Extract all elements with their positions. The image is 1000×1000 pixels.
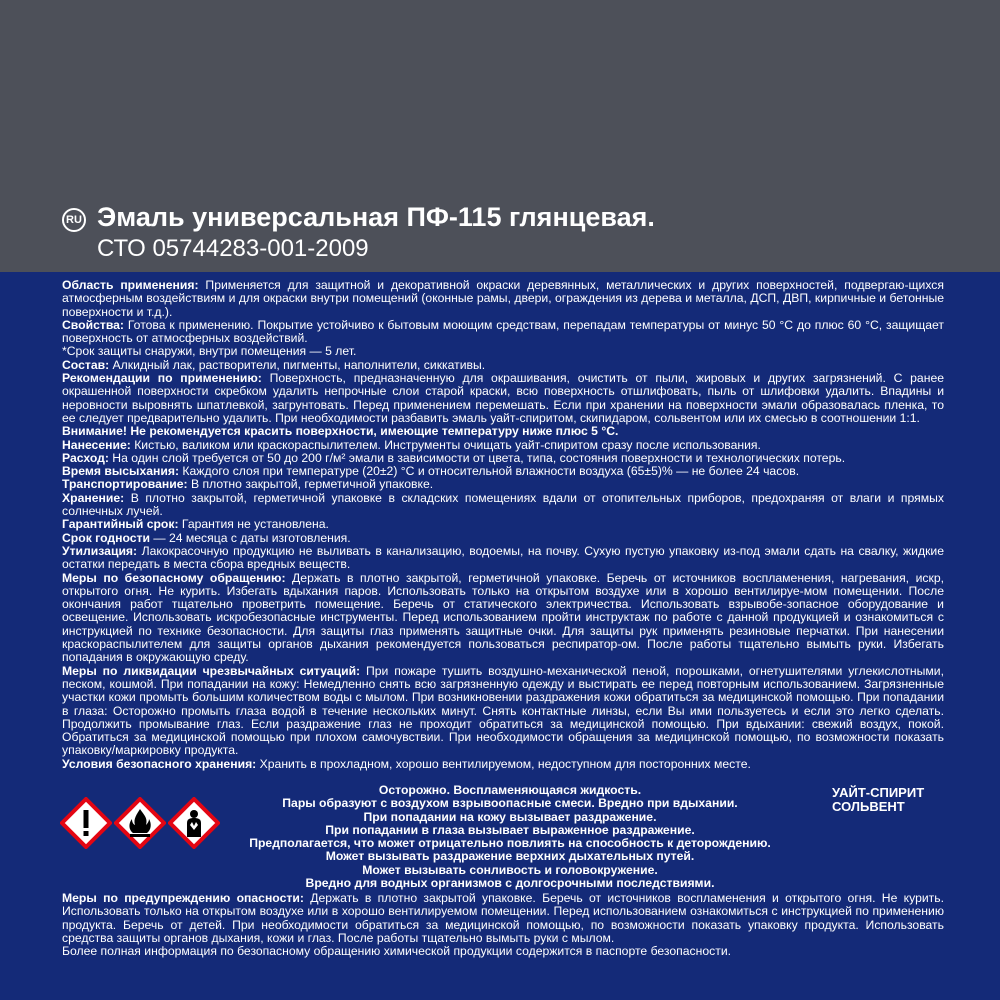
section-label: Утилизация: — [62, 543, 138, 558]
section-text: Лакокрасочную продукцию не выливать в канализацию, водоемы, на почву. Сухую пустую упаковку из-под эмали сдать на свалку, жидкие остатки передать в места сбора вредных веществ. — [62, 543, 944, 572]
section-label: Меры по ликвидации чрезвычайных ситуаций: — [62, 663, 361, 678]
section-label: Расход: — [62, 450, 109, 465]
section-drying-time — [62, 465, 944, 478]
section-text: Поверхность, предназначенную для окрашивания, очистить от пыли, жировых и других загрязнений. С ранее окрашенной поверхности скребком удалить непрочные слои старой краски, всю поверхность отшлифовать, пыль от шлифовки удалить. Впадины и неровности выровнять шпатлевкой, загрунтовать. Перед применением перемешать. Если при хранении на поверхности эмали образовалась пленка, то ее следует предварительно удалить. При необходимости разбавить эмаль уайт-спиритом, скипидаром, сольвентом или их смесью в соотношении 1:1. — [62, 371, 944, 425]
section-text: *Срок защиты снаружи, внутри помещения — 5 лет. — [62, 344, 357, 359]
section-emergency — [62, 665, 944, 758]
hazard-statement: Пары образуют с воздухом взрывоопасные смеси. Вредно при вдыхании. — [282, 796, 738, 811]
exclamation-icon — [60, 797, 112, 849]
component-name: УАЙТ-СПИРИТ — [832, 785, 925, 800]
hazard-statement: При попадании в глаза вызывает выраженное раздражение. — [325, 822, 695, 837]
section-text: В плотно закрытой, герметичной упаковке. — [187, 477, 434, 492]
prevention-paragraph — [62, 892, 944, 945]
hazard-statement: При попадании на кожу вызывает раздражение. — [363, 809, 657, 824]
section-text: Алкидный лак, растворители, пигменты, наполнители, сиккативы. — [109, 357, 486, 372]
section-text: При пожаре тушить воздушно-механической пеной, порошками, огнетушителями углекислотными, песком, кошмой. При попадании на кожу: Немедленно снять всю загрязненную одежду и выстирать ее перед повторным использованием. Загрязненные участки кожи промыть большим количеством воды с мылом. При возникновении раздражения кожи обратиться за медицинской помощью. При попадании в глаза: Осторожно промыть глаза водой в течение нескольких минут. Снять контактные линзы, если Вы ими пользуетесь и если это легко сделать. Продолжить промывание глаз. Если раздражение глаз не проходит обратиться за медицинской помощью. При вдыхании: свежий воздух, покой. Обратиться за медицинской помощью при плохом самочувствии. При необходимости обращения за медицинской помощью, по возможности показать упаковку/маркировку продукта. — [62, 663, 944, 758]
prevention-measures — [62, 892, 944, 958]
ghs-pictograms — [60, 797, 240, 849]
hazardous-components — [832, 786, 924, 814]
hazard-statement: Предполагается, что может отрицательно повлиять на способность к деторождению. — [249, 836, 771, 851]
section-text: Держать в плотно закрытой, герметичной упаковке. Беречь от источников воспламенения, нагревания, искр, открытого огня. Не курить. Избегать вдыхания паров. Использовать только на открытом воздухе или в хорошо вентилируе-мом помещении. После окончания работ тщательно проветрить помещение. Беречь от статического электричества. Использовать взрывобе-зопасное оборудование и освещение. Использовать искробезопасные инструменты. Перед использованием пройти инструктаж по работе с данной продукцией и ознакомиться с инструкцией по технике безопасности. Для защиты глаз применять защитные очки. Для защиты рук применять резиновые перчатки. При нанесении краскораспылителем для защиты органов дыхания рекомендуется пользоваться респиратор-ом. После работы тщательно вымыть руки. Избегать попадания в окружающую среду. — [62, 570, 944, 665]
section-text: Хранить в прохладном, хорошо вентилируемом, недоступном для посторонних месте. — [256, 756, 751, 771]
product-title: Эмаль универсальная ПФ-115 глянцевая. — [97, 202, 655, 232]
section-application-method — [62, 439, 944, 452]
section-composition — [62, 359, 944, 372]
section-label: Меры по предупреждению опасности: — [62, 891, 304, 905]
section-properties — [62, 319, 944, 346]
section-text: Кистью, валиком или краскораспылителем. Инструменты очищать уайт-спиритом сразу после использования. — [130, 437, 761, 452]
hazard-statement: Может вызывать раздражение верхних дыхательных путей. — [325, 849, 695, 864]
section-label: Рекомендации по применению: — [62, 371, 262, 386]
component-name: СОЛЬВЕНТ — [832, 799, 905, 814]
section-label: Область применения: — [62, 278, 199, 292]
flame-icon — [114, 797, 166, 849]
section-safe-handling — [62, 572, 944, 665]
product-standard: СТО 05744283-001-2009 — [97, 235, 369, 262]
section-label: Время высыхания: — [62, 464, 180, 479]
section-label: Внимание! Не рекомендуется красить поверхности, имеющие температуру ниже плюс 5 °С. — [62, 424, 619, 439]
hazard-statement: Вредно для водных организмов с долгосрочными последствиями. — [305, 876, 715, 891]
section-text: Готова к применению. Покрытие устойчиво к бытовым моющим средствам, перепадам температуры от минус 50 °С до плюс 60 °С, защищает поверхность от атмосферных воздействий. — [62, 317, 944, 346]
section-text: Гарантия не установлена. — [178, 517, 329, 532]
hazard-statement: Может вызывать сонливость и головокружение. — [362, 862, 658, 877]
section-text: На один слой требуется от 50 до 200 г/м² эмали в зависимости от цвета, типа, состояния поверхности и технологических потерь. — [108, 450, 846, 465]
section-transport — [62, 478, 944, 491]
section-text: Каждого слоя при температуре (20±2) °С и относительной влажности воздуха (65±5)% — не более 24 часов. — [179, 464, 800, 479]
section-safe-storage — [62, 758, 944, 771]
section-label: Гарантийный срок: — [62, 517, 179, 532]
product-description — [62, 279, 944, 771]
section-text: В плотно закрытой, герметичной упаковке в складских помещениях вдали от отопительных приборов, предохраняя от влаги и прямых солнечных лучей. — [62, 490, 944, 519]
section-warranty — [62, 518, 944, 531]
section-label: Меры по безопасному обращению: — [62, 570, 286, 585]
section-attention — [62, 425, 944, 438]
section-label: Транспортирование: — [62, 477, 188, 492]
section-label: Свойства: — [62, 317, 124, 332]
hazard-statement: Осторожно. Воспламеняющаяся жидкость. — [378, 783, 642, 797]
ru-language-badge: RU — [62, 208, 86, 232]
section-label: Состав: — [62, 357, 110, 372]
safety-data-sheet-note: Более полная информация по безопасному обращению химической продукции содержится в паспорте безопасности. — [62, 944, 732, 959]
section-text: Держать в плотно закрытой упаковке. Беречь от источников воспламенения и открытого огня. Не курить. Использовать только на открытом воздухе или в хорошо вентилируемом помещении. Перед использованием ознакомиться с инструкцией по применению продукта. Беречь от детей. При необходимости обратиться за медицинской помощью, по возможности показать упаковку продукта. Использовать средства защиты органов дыхания, кожи и глаз. После работы тщательно вымыть руки с мылом. — [62, 891, 945, 945]
section-storage — [62, 492, 944, 519]
section-label: Хранение: — [62, 490, 125, 505]
section-label: Условия безопасного хранения: — [62, 756, 257, 771]
section-text: — 24 месяца с даты изготовления. — [150, 530, 351, 545]
section-label: Нанесение: — [62, 437, 131, 452]
section-disposal — [62, 545, 944, 572]
section-label: Срок годности — [62, 530, 150, 545]
health-hazard-icon — [168, 797, 220, 849]
section-shelf-life — [62, 532, 944, 545]
section-consumption — [62, 452, 944, 465]
section-recommendations — [62, 372, 944, 425]
section-application — [62, 279, 944, 319]
hazard-statements — [230, 784, 790, 890]
section-text: Применяется для защитной и декоративной окраски деревянных, металлических и других поверхностей, подвергаю-щихся атмосферным воздействиям и для окраски внутри помещений (оконные рамы, двери, ограждения из дерева и металла, ДСП, ДВП, кирпичные и бетонные поверхности и т.д.). — [62, 278, 944, 319]
section-protection-term — [62, 345, 944, 358]
